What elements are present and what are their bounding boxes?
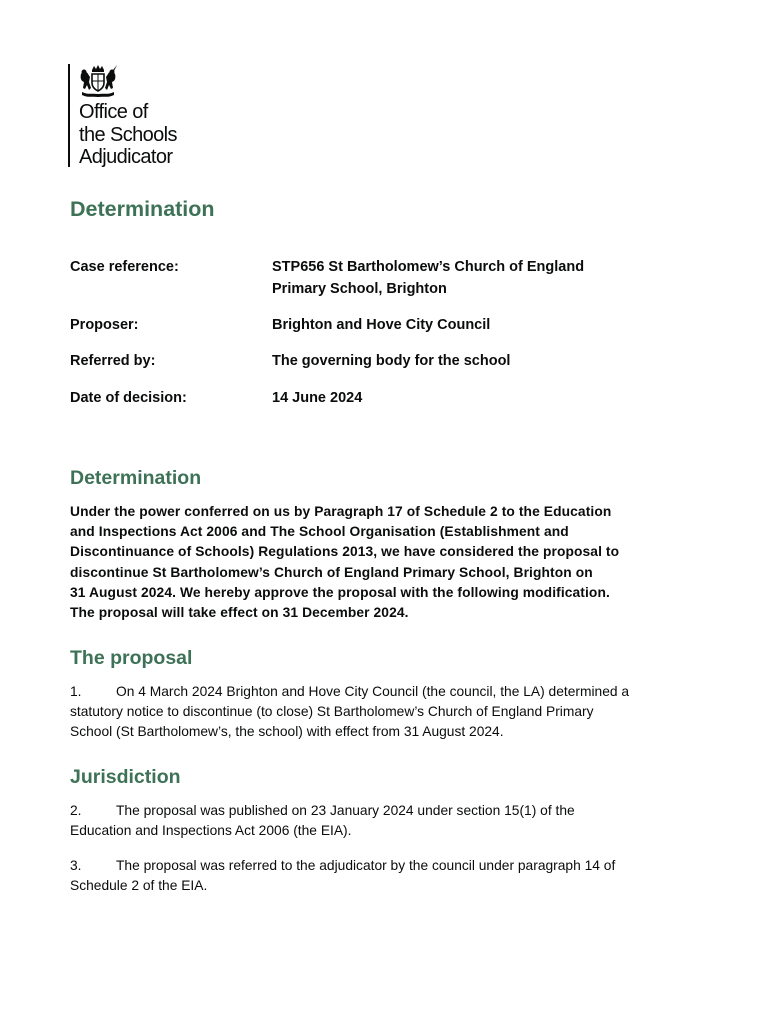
page-title: Determination bbox=[70, 197, 215, 221]
referred-by-label: Referred by: bbox=[70, 353, 156, 369]
case-reference-line-1: STP656 St Bartholomew’s Church of England bbox=[272, 259, 585, 275]
logo-text bbox=[79, 101, 177, 169]
determination-paragraph bbox=[70, 502, 710, 623]
determination-line: The proposal will take effect on 31 December 2024. bbox=[70, 605, 409, 621]
case-reference-line-2: Primary School, Brighton bbox=[272, 281, 447, 297]
paragraph-number: 1. bbox=[70, 684, 82, 699]
logo-bar bbox=[68, 64, 70, 167]
jurisdiction-heading: Jurisdiction bbox=[70, 766, 181, 788]
paragraph-line: Schedule 2 of the EIA. bbox=[70, 878, 208, 894]
paragraph-number: 3. bbox=[70, 858, 82, 873]
proposal-heading: The proposal bbox=[70, 647, 193, 669]
determination-line: 31 August 2024. We hereby approve the proposal with the following modification. bbox=[70, 584, 610, 600]
proposer-value: Brighton and Hove City Council bbox=[272, 317, 491, 333]
case-reference-label: Case reference: bbox=[70, 259, 179, 275]
paragraph-line: The proposal was referred to the adjudicator by the council under paragraph 14 of bbox=[116, 858, 616, 873]
paragraph-line: On 4 March 2024 Brighton and Hove City Council (the council, the LA) determined a bbox=[116, 684, 630, 699]
proposer-label: Proposer: bbox=[70, 317, 139, 333]
logo-line-1: Office of bbox=[79, 101, 148, 123]
determination-line: Under the power conferred on us by Paragraph 17 of Schedule 2 to the Education bbox=[70, 504, 612, 519]
determination-line: Discontinuance of Schools) Regulations 2013, we have considered the proposal to bbox=[70, 544, 620, 560]
case-reference-value bbox=[272, 256, 672, 300]
paragraph-3 bbox=[70, 856, 710, 896]
determination-line: discontinue St Bartholomew’s Church of England Primary School, Brighton on bbox=[70, 564, 593, 580]
logo-line-3: Adjudicator bbox=[79, 146, 173, 168]
paragraph-number: 2. bbox=[70, 803, 82, 818]
logo-line-2: the Schools bbox=[79, 123, 177, 146]
date-of-decision-label: Date of decision: bbox=[70, 390, 187, 406]
royal-coat-of-arms-icon bbox=[78, 64, 118, 98]
referred-by-value: The governing body for the school bbox=[272, 353, 511, 369]
paragraph-line: School (St Bartholomew’s, the school) with effect from 31 August 2024. bbox=[70, 724, 504, 740]
date-of-decision-value: 14 June 2024 bbox=[272, 390, 363, 406]
paragraph-1 bbox=[70, 682, 710, 743]
paragraph-line: Education and Inspections Act 2006 (the EIA). bbox=[70, 823, 352, 839]
paragraph-line: The proposal was published on 23 January 2024 under section 15(1) of the bbox=[116, 803, 575, 818]
paragraph-line: statutory notice to discontinue (to close) St Bartholomew’s Church of England Primary bbox=[70, 704, 594, 720]
determination-heading: Determination bbox=[70, 467, 202, 489]
paragraph-2 bbox=[70, 801, 710, 841]
determination-line: and Inspections Act 2006 and The School Organisation (Establishment and bbox=[70, 524, 569, 540]
